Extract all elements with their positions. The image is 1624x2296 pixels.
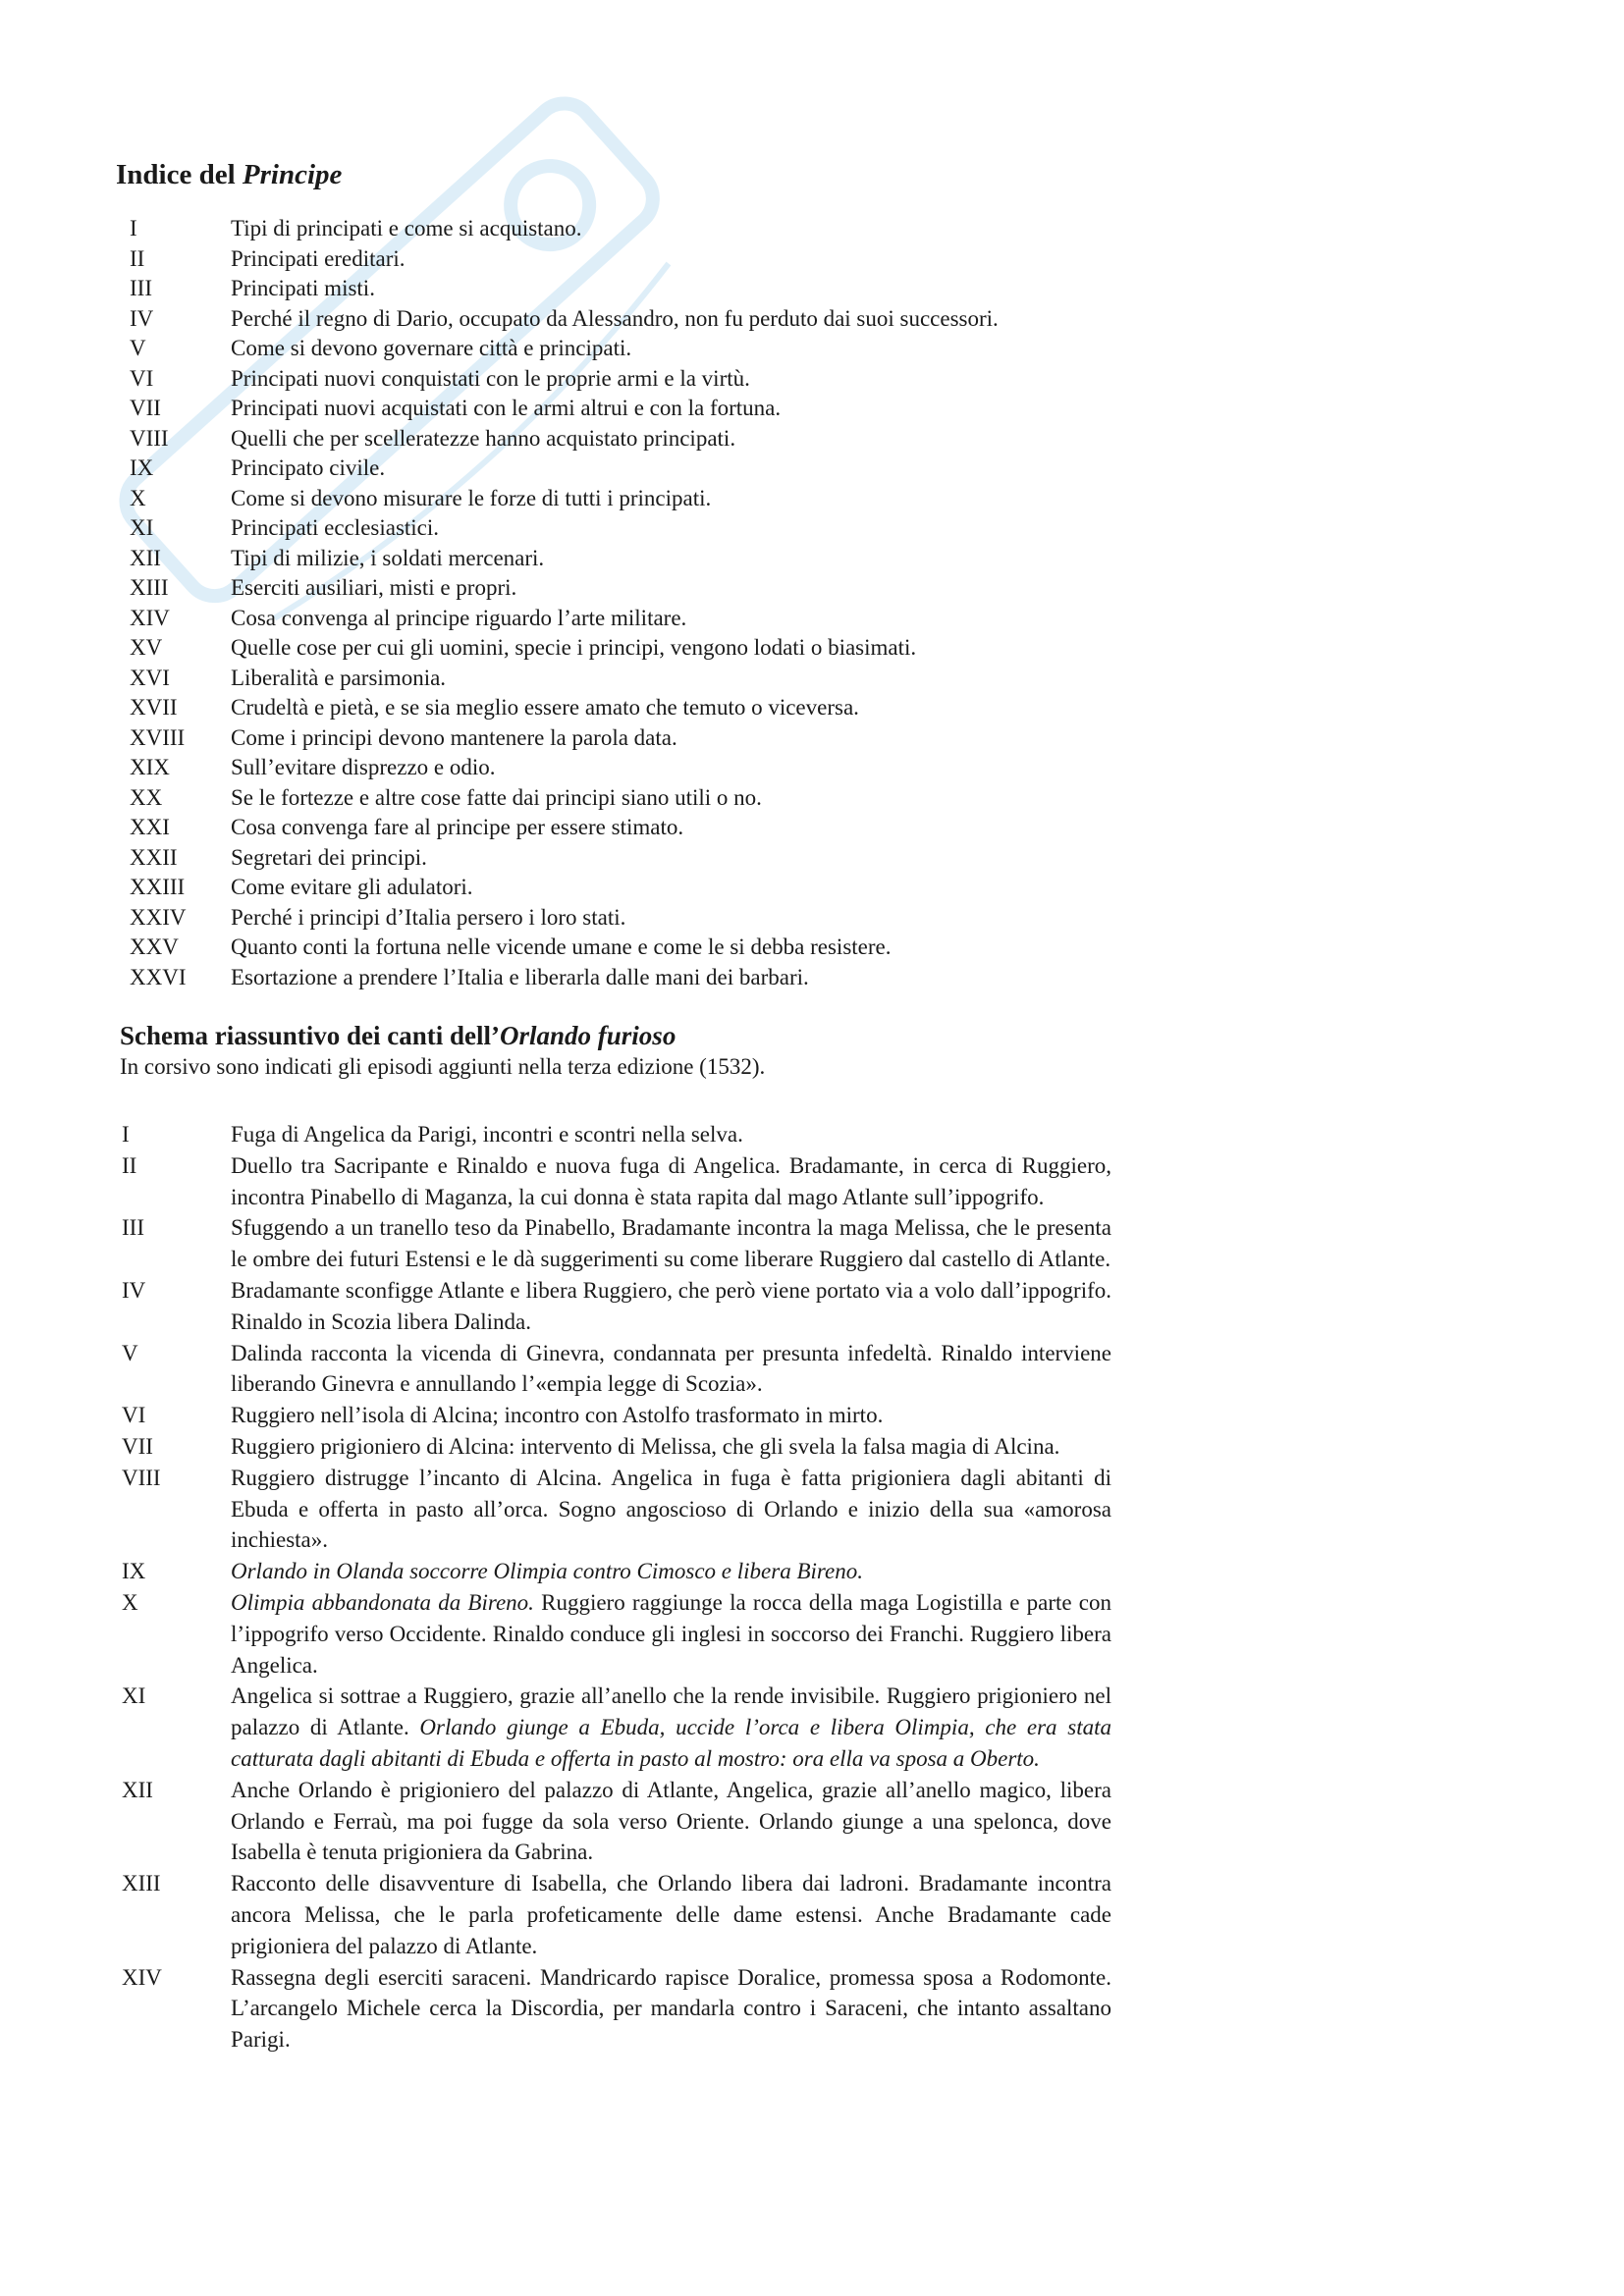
chapter-title: Quelle cose per cui gli uomini, specie i principi, vengono lodati o biasimati. <box>231 635 917 661</box>
canto-row <box>120 1587 1111 1681</box>
canto-number: II <box>122 1152 137 1178</box>
chapter-row <box>116 484 1196 514</box>
chapter-number: XVIII <box>130 724 186 750</box>
chapter-title: Tipi di milizie, i soldati mercenari. <box>231 545 545 570</box>
chapter-title: Eserciti ausiliari, misti e propri. <box>231 575 517 601</box>
canto-row <box>120 1556 1111 1587</box>
chapter-number: IX <box>130 455 154 481</box>
chapter-row <box>116 693 1196 723</box>
canto-row <box>120 1150 1111 1213</box>
chapter-title: Principati nuovi acquistati con le armi altrui e con la fortuna. <box>231 396 782 421</box>
chapter-row <box>116 244 1196 275</box>
chapter-row <box>116 604 1196 634</box>
canto-summary <box>231 1587 1111 1681</box>
chapter-number: XIII <box>130 575 169 601</box>
chapter-row <box>116 783 1196 814</box>
chapter-title: Quelli che per scelleratezze hanno acquistato principati. <box>231 425 736 451</box>
chapter-row <box>116 214 1196 244</box>
chapter-title: Liberalità e parsimonia. <box>231 665 447 690</box>
chapter-title: Segretari dei principi. <box>231 844 427 870</box>
chapter-number: XII <box>130 545 161 570</box>
chapter-title: Cosa convenga al principe riguardo l’arte militare. <box>231 605 687 630</box>
canto-number: XIII <box>122 1871 161 1896</box>
principe-heading: Indice del Principe <box>116 159 343 190</box>
chapter-number: XV <box>130 635 163 661</box>
chapter-row <box>116 394 1196 424</box>
canto-row <box>120 1119 1111 1150</box>
chapter-number: XVII <box>130 695 178 721</box>
chapter-number: II <box>130 245 145 271</box>
canto-row <box>120 1400 1111 1431</box>
chapter-row <box>116 424 1196 454</box>
chapter-title: Principati ecclesiastici. <box>231 515 440 541</box>
chapter-title: Principato civile. <box>231 455 386 481</box>
chapter-number: XI <box>130 515 154 541</box>
chapter-row <box>116 304 1196 335</box>
canto-row <box>120 1431 1111 1463</box>
canto-number: V <box>122 1340 138 1365</box>
canto-summary-text: Dalinda racconta la vicenda di Ginevra, condannata per presunta infedeltà. Rinaldo interviene liberando Ginevra e annullando l’«empia legge di Scozia». <box>231 1340 1111 1397</box>
chapter-row <box>116 544 1196 574</box>
chapter-number: XXVI <box>130 964 187 989</box>
canto-row <box>120 1962 1111 2056</box>
canto-number: IV <box>122 1277 146 1303</box>
canto-summary-text: Bradamante sconfigge Atlante e libera Ruggiero, che però viene portato via a volo dall’ippogrifo. Rinaldo in Scozia libera Dalinda. <box>231 1277 1111 1334</box>
canto-number: XII <box>122 1777 153 1802</box>
canto-summary-text: Angelica si sottrae a Ruggiero, grazie all’anello che la rende invisibile. Ruggiero prigioniero nel palazzo di Atlante. <box>231 1683 1111 1740</box>
canto-summary <box>231 1119 1111 1150</box>
chapter-row <box>116 513 1196 544</box>
canto-number: XI <box>122 1683 146 1709</box>
chapter-title: Come si devono misurare le forze di tutti i principati. <box>231 485 712 510</box>
canto-number: IX <box>122 1559 146 1584</box>
canto-number: X <box>122 1589 138 1615</box>
canto-summary-text: Anche Orlando è prigioniero del palazzo di Atlante, Angelica, grazie all’anello magico, libera Orlando e Ferraù, ma poi fugge da sola verso Oriente. Orlando giunge a una spelonca, dove Isabella è tenuta prigioniera da Gabrina. <box>231 1777 1111 1865</box>
chapter-number: XXIV <box>130 904 187 930</box>
orlando-subtitle: In corsivo sono indicati gli episodi aggiunti nella terza edizione (1532). <box>120 1054 766 1079</box>
canto-summary-text: Ruggiero distrugge l’incanto di Alcina. Angelica in fuga è fatta prigioniera dagli abitanti di Ebuda e offerta in pasto all’orca. Sogno angoscioso di Orlando e inizio della sua «amorosa inchiesta». <box>231 1465 1111 1553</box>
chapter-title: Principati misti. <box>231 276 375 301</box>
chapter-title: Perché il regno di Dario, occupato da Alessandro, non fu perduto dai suoi successori. <box>231 305 999 331</box>
canto-summary-text: Sfuggendo a un tranello teso da Pinabello, Bradamante incontra la maga Melissa, che le presenta le ombre dei futuri Estensi e le dà suggerimenti su come liberare Ruggiero dal castello di Atlante. <box>231 1215 1111 1272</box>
chapter-number: VII <box>130 396 161 421</box>
chapter-title: Sull’evitare disprezzo e odio. <box>231 755 496 780</box>
chapter-title: Crudeltà e pietà, e se sia meglio essere amato che temuto o viceversa. <box>231 695 859 721</box>
canto-summary-italic: Orlando giunge a Ebuda, uccide l’orca e libera Olimpia, che era stata catturata dagli abitanti di Ebuda e offerta in pasto al mostro: ora ella va sposa a Oberto. <box>231 1715 1111 1771</box>
canto-summary-italic: Olimpia abbandonata da Bireno. <box>231 1589 534 1615</box>
chapter-row <box>116 813 1196 843</box>
canto-summary <box>231 1212 1111 1275</box>
canto-summary-text: Racconto delle disavventure di Isabella, che Orlando libera dai ladroni. Bradamante incontra ancora Melissa, che le parla profeticamente delle dame estensi. Anche Bradamante cade prigioniera del palazzo di Atlante. <box>231 1871 1111 1958</box>
canto-row <box>120 1212 1111 1275</box>
chapter-title: Principati nuovi conquistati con le proprie armi e la virtù. <box>231 365 750 391</box>
chapter-number: IV <box>130 305 154 331</box>
canto-summary-text: Ruggiero raggiunge la rocca della maga Logistilla e parte con l’ippogrifo verso Occidente. Rinaldo conduce gli inglesi in soccorso dei Franchi. Ruggiero libera Angelica. <box>231 1589 1111 1678</box>
orlando-canto-list <box>120 1119 1111 2056</box>
canto-summary-text: Ruggiero prigioniero di Alcina: intervento di Melissa, che gli svela la falsa magia di Alcina. <box>231 1433 1060 1459</box>
chapter-title: Principati ereditari. <box>231 245 406 271</box>
canto-number: XIV <box>122 1964 162 1990</box>
chapter-title: Come i principi devono mantenere la parola data. <box>231 724 677 750</box>
chapter-title: Tipi di principati e come si acquistano. <box>231 216 582 241</box>
chapter-number: XXIII <box>130 875 186 900</box>
chapter-number: V <box>130 336 146 361</box>
canto-summary <box>231 1275 1111 1338</box>
canto-summary <box>231 1962 1111 2056</box>
chapter-title: Cosa convenga fare al principe per essere stimato. <box>231 815 684 840</box>
chapter-title: Se le fortezze e altre cose fatte dai principi siano utili o no. <box>231 784 762 810</box>
chapter-title: Quanto conti la fortuna nelle vicende umane e come le si debba resistere. <box>231 934 892 960</box>
chapter-row <box>116 753 1196 783</box>
chapter-row <box>116 903 1196 934</box>
canto-summary <box>231 1463 1111 1556</box>
canto-number: VIII <box>122 1465 161 1490</box>
canto-summary-text: Rassegna degli eserciti saraceni. Mandricardo rapisce Doralice, promessa sposa a Rodomonte. L’arcangelo Michele cerca la Discordia, per mandarla contro i Saraceni, che intanto assaltano Parigi. <box>231 1964 1111 2053</box>
canto-number: VI <box>122 1403 146 1428</box>
canto-number: III <box>122 1215 144 1241</box>
chapter-row <box>116 274 1196 304</box>
chapter-title: Esortazione a prendere l’Italia e liberarla dalle mani dei barbari. <box>231 964 809 989</box>
chapter-title: Perché i principi d’Italia persero i loro stati. <box>231 904 626 930</box>
canto-summary-text: Fuga di Angelica da Parigi, incontri e scontri nella selva. <box>231 1122 743 1147</box>
chapter-number: VIII <box>130 425 169 451</box>
canto-number: VII <box>122 1433 153 1459</box>
chapter-row <box>116 933 1196 963</box>
canto-summary <box>231 1400 1111 1431</box>
canto-row <box>120 1681 1111 1774</box>
principe-section <box>116 157 1196 992</box>
chapter-number: XIX <box>130 755 170 780</box>
chapter-number: XVI <box>130 665 170 690</box>
canto-summary <box>231 1338 1111 1401</box>
chapter-row <box>116 963 1196 993</box>
orlando-heading: Schema riassuntivo dei canti dell’Orlando furioso <box>120 1021 677 1050</box>
chapter-number: XXI <box>130 815 170 840</box>
chapter-title: Come si devono governare città e principati. <box>231 336 632 361</box>
chapter-row <box>116 664 1196 694</box>
canto-row <box>120 1338 1111 1401</box>
chapter-row <box>116 723 1196 754</box>
canto-summary-text: Ruggiero nell’isola di Alcina; incontro con Astolfo trasformato in mirto. <box>231 1403 884 1428</box>
chapter-number: XIV <box>130 605 170 630</box>
orlando-section <box>120 1019 1111 2053</box>
canto-summary <box>231 1681 1111 1774</box>
principe-chapter-list <box>116 214 1196 992</box>
chapter-row <box>116 633 1196 664</box>
chapter-number: III <box>130 276 152 301</box>
canto-number: I <box>122 1122 130 1147</box>
chapter-number: XXII <box>130 844 178 870</box>
chapter-number: I <box>130 216 137 241</box>
canto-summary <box>231 1150 1111 1213</box>
chapter-row <box>116 454 1196 484</box>
canto-row <box>120 1463 1111 1556</box>
chapter-row <box>116 573 1196 604</box>
chapter-row <box>116 364 1196 395</box>
chapter-number: XXV <box>130 934 179 960</box>
chapter-row <box>116 843 1196 874</box>
chapter-number: X <box>130 485 146 510</box>
canto-row <box>120 1775 1111 1868</box>
canto-summary-italic: Orlando in Olanda soccorre Olimpia contro Cimosco e libera Bireno. <box>231 1559 863 1584</box>
chapter-number: XX <box>130 784 163 810</box>
chapter-title: Come evitare gli adulatori. <box>231 875 473 900</box>
canto-summary <box>231 1431 1111 1463</box>
canto-summary <box>231 1868 1111 1961</box>
canto-summary-text: Duello tra Sacripante e Rinaldo e nuova fuga di Angelica. Bradamante, in cerca di Ruggiero, incontra Pinabello di Maganza, la cui donna è stata rapita dal mago Atlante sull’ippogrifo. <box>231 1152 1111 1209</box>
canto-row <box>120 1275 1111 1338</box>
chapter-number: VI <box>130 365 154 391</box>
chapter-row <box>116 873 1196 903</box>
canto-row <box>120 1868 1111 1961</box>
canto-summary <box>231 1556 1111 1587</box>
canto-summary <box>231 1775 1111 1868</box>
chapter-row <box>116 334 1196 364</box>
